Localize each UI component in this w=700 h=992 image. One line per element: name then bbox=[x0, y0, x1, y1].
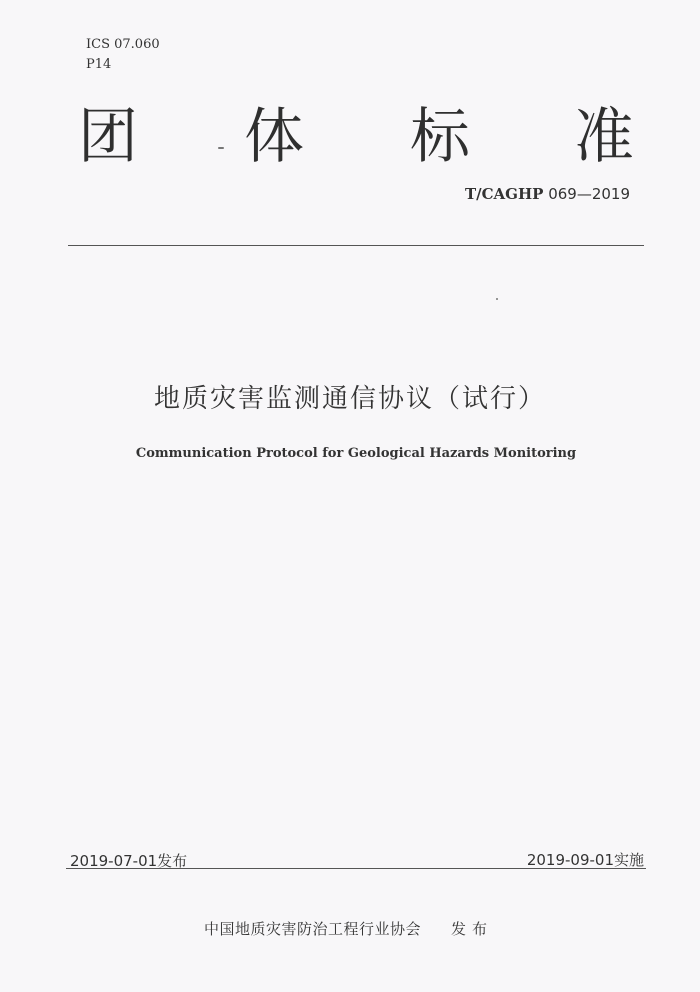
document-title-english: Communication Protocol for Geological Hazards Monitoring bbox=[135, 446, 577, 461]
issue-date: 2019-07-01发布 bbox=[70, 852, 188, 870]
top-divider bbox=[68, 245, 644, 246]
implementation-date: 2019-09-01实施 bbox=[526, 851, 644, 869]
publisher-action: 发布 bbox=[451, 920, 494, 938]
scan-speck bbox=[218, 147, 224, 149]
standard-code bbox=[465, 185, 630, 203]
standard-type-char-4: 准 bbox=[574, 102, 634, 172]
ics-code: ICS 07.060 bbox=[86, 37, 160, 52]
standard-type-char-2: 体 bbox=[244, 102, 304, 172]
standard-type-char-3: 标 bbox=[410, 102, 470, 172]
ccs-code: P14 bbox=[86, 57, 112, 72]
standard-code-number: 069—2019 bbox=[543, 185, 630, 203]
standard-type-char-1: 团 bbox=[78, 102, 138, 172]
document-title-chinese: 地质灾害监测通信协议（试行） bbox=[153, 384, 546, 414]
scan-speck bbox=[496, 298, 498, 300]
classification-codes bbox=[86, 36, 160, 76]
publisher-organization: 中国地质灾害防治工程行业协会 bbox=[204, 920, 422, 938]
publisher-line bbox=[204, 918, 493, 939]
bottom-divider bbox=[66, 868, 646, 869]
standard-type-heading bbox=[78, 102, 638, 172]
standard-code-prefix: T/CAGHP bbox=[464, 185, 544, 203]
